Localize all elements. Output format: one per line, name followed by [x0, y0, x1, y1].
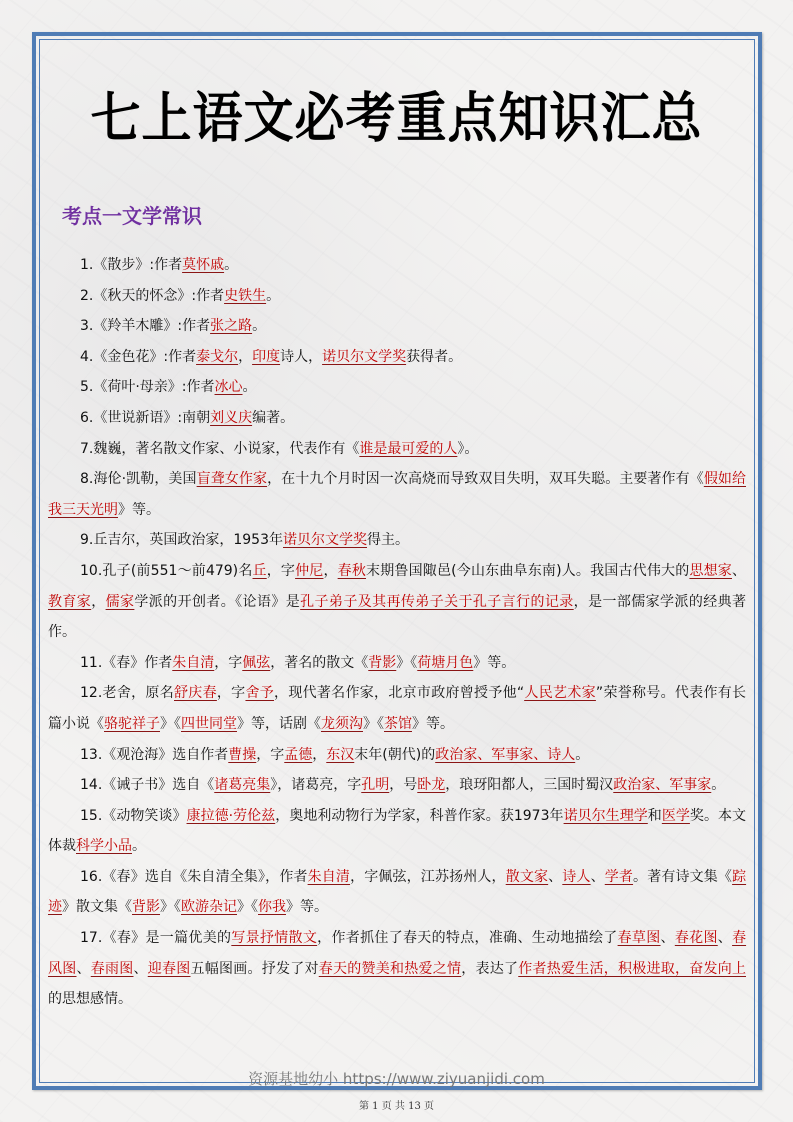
text-segment: 学派的开创者。《论语》是	[134, 593, 301, 610]
text-segment: 3.《羚羊木雕》:作者	[80, 318, 211, 335]
key-term: 诸葛亮集	[214, 777, 271, 794]
key-term: 泰戈尔	[196, 348, 239, 365]
list-item	[48, 801, 746, 862]
text-segment: 、	[717, 930, 733, 947]
key-term: 张之路	[210, 318, 253, 335]
key-term: 荷塘月色	[417, 654, 474, 671]
key-term: 骆驼祥子	[104, 715, 160, 732]
text-segment: ，	[238, 348, 253, 365]
list-item	[48, 648, 746, 679]
list-item	[48, 403, 746, 434]
key-term: 刘义庆	[210, 409, 253, 426]
text-segment: 》《	[160, 899, 181, 916]
text-segment: ，	[312, 746, 327, 763]
text-segment: 15.《动物笑谈》	[80, 807, 187, 824]
key-term: 印度	[252, 348, 281, 365]
key-term: 丘	[252, 562, 267, 579]
key-term: 春花图	[674, 930, 718, 947]
text-segment: ，字	[214, 654, 243, 671]
key-term: 孟德	[284, 746, 313, 763]
key-term: 假如给我三天光明	[48, 471, 747, 518]
text-segment: 16.《春》选自《朱自清全集》，作者	[80, 868, 308, 885]
key-term: 散文家	[505, 868, 549, 885]
text-segment: 。	[224, 257, 239, 273]
text-segment: ，	[323, 562, 338, 579]
text-segment: 》《	[160, 715, 181, 732]
key-term: 舍予	[245, 685, 275, 702]
key-term: 仲尼	[295, 562, 324, 579]
text-segment: 得主。	[367, 532, 409, 549]
text-segment: 4.《金色花》:作者	[80, 348, 197, 365]
text-segment: 、	[76, 960, 91, 977]
page-title: 七上语文必考重点知识汇总	[90, 85, 703, 150]
key-term: 踪迹	[48, 868, 747, 916]
key-term: 莫怀戚	[182, 257, 225, 273]
text-segment: 14.《诫子书》选自《	[80, 777, 215, 794]
list-item	[48, 464, 746, 525]
text-segment: 17.《春》是一篇优美的	[80, 930, 232, 947]
key-term: 曹操	[228, 746, 257, 763]
key-term: 教育家	[48, 593, 92, 610]
key-term: 作者热爱生活，积极进取，奋发向上	[518, 960, 746, 977]
text-segment: 8.海伦·凯勒，美国	[80, 471, 197, 488]
key-term: 科学小品	[76, 838, 132, 855]
key-term: 欧游杂记	[181, 899, 237, 916]
key-term: 春草图	[617, 930, 661, 947]
list-item	[48, 678, 746, 739]
text-segment: 》，诸葛亮，字	[270, 777, 362, 794]
text-segment: 、	[548, 868, 563, 885]
text-segment: 10.孔子(前551～前479)名	[80, 562, 253, 579]
text-segment: 诗人，	[280, 348, 323, 365]
text-segment: ，字佩弦，江苏扬州人，	[350, 868, 506, 885]
text-segment: 。	[132, 838, 146, 855]
key-term: 诺贝尔生理学	[563, 807, 648, 824]
key-term: 谁是最可爱的人	[359, 440, 458, 457]
text-segment: ，号	[389, 777, 418, 794]
key-term: 你我	[258, 899, 286, 916]
text-segment: ，奥地利动物行为学家，科普作家。获1973年	[275, 807, 564, 824]
text-segment: 。	[266, 287, 281, 304]
key-term: 春风图	[48, 930, 747, 977]
text-segment: 》《	[237, 899, 258, 916]
key-term: 诺贝尔文学奖	[322, 348, 407, 365]
text-segment: 》《	[363, 715, 384, 732]
key-term: 春雨图	[90, 960, 134, 977]
key-term: 春天的赞美和热爱之情	[318, 960, 462, 977]
key-term: 康拉德·劳伦兹	[186, 807, 276, 824]
text-segment: 奖。本文体裁	[48, 807, 747, 855]
text-segment: ”荣誉称号。代表作有长篇小说《	[48, 685, 747, 732]
text-segment: 获得者。	[406, 348, 463, 365]
key-term: 诗人	[562, 868, 591, 885]
text-segment: 》《	[396, 654, 418, 671]
key-term: 四世同堂	[181, 715, 237, 732]
key-term: 写景抒情散文	[231, 930, 318, 947]
text-segment: 9.丘吉尔，英国政治家，1953年	[80, 532, 283, 549]
list-item	[48, 434, 746, 465]
key-term: 舒庆春	[174, 685, 217, 702]
list-item	[48, 311, 746, 342]
key-term: 儒家	[105, 593, 135, 610]
list-item	[48, 862, 746, 923]
text-segment: 、	[590, 868, 605, 885]
key-term: 人民艺术家	[524, 685, 596, 702]
text-segment: 5.《荷叶·母亲》:作者	[80, 379, 215, 396]
list-item	[48, 740, 746, 771]
text-segment: 和	[647, 807, 662, 824]
text-segment: 、	[660, 930, 675, 947]
text-segment: ，在十九个月时因一次高烧而导致双目失明，双耳失聪。主要著作有《	[267, 471, 704, 488]
key-term: 卧龙	[417, 777, 446, 794]
knowledge-list	[48, 250, 746, 1015]
text-segment: 》等。	[473, 654, 516, 671]
list-item	[48, 281, 746, 312]
key-term: 迎春图	[147, 960, 191, 977]
list-item	[48, 923, 746, 1015]
key-term: 背影	[132, 899, 160, 916]
key-term: 茶馆	[384, 715, 412, 732]
key-term: 背影	[368, 654, 397, 671]
text-segment: ，著名的散文《	[270, 654, 369, 671]
text-segment: ，表达了	[461, 960, 519, 977]
text-segment: ，字	[216, 685, 246, 702]
text-segment: 。	[711, 777, 726, 794]
key-term: 佩弦	[242, 654, 271, 671]
text-segment: 11.《春》作者	[80, 654, 173, 671]
key-term: 学者	[604, 868, 634, 885]
text-segment: 》等。	[286, 899, 328, 916]
text-segment: ，作者抓住了春天的特点，准确、生动地描绘了	[317, 930, 618, 947]
key-term: 盲聋女作家	[196, 471, 268, 488]
text-segment: 。	[252, 318, 267, 335]
page-number: 第 1 页 共 13 页	[359, 1101, 434, 1112]
text-segment: 》等。	[412, 715, 454, 732]
key-term: 史铁生	[224, 287, 267, 304]
section-heading: 考点一文学常识	[62, 204, 202, 228]
text-segment: ，是一部儒家学派的经典著作。	[48, 593, 747, 641]
text-segment: 末期鲁国陬邑(今山东曲阜东南)人。我国古代伟大的	[366, 562, 690, 579]
text-segment: 、	[732, 562, 746, 579]
key-term: 朱自清	[307, 868, 351, 885]
text-segment: 的思想感情。	[48, 991, 132, 1008]
key-term: 思想家	[689, 562, 732, 579]
key-term: 孔明	[361, 777, 390, 794]
key-term: 春秋	[337, 562, 367, 579]
list-item	[48, 372, 746, 403]
watermark: 资源基地幼小 https://www.ziyuanjidi.com	[248, 1070, 545, 1088]
key-term: 诺贝尔文学奖	[283, 532, 367, 549]
key-term: 政治家、军事家	[613, 777, 712, 794]
list-item	[48, 556, 746, 648]
key-term: 龙须沟	[321, 715, 363, 732]
key-term: 医学	[661, 807, 690, 824]
text-segment: 7.魏巍，著名散文作家、小说家，代表作有《	[80, 440, 360, 457]
text-segment: ，现代著名作家，北京市政府曾授予他“	[274, 685, 525, 702]
text-segment: ，字	[256, 746, 285, 763]
text-segment: 13.《观沧海》选自作者	[80, 746, 229, 763]
text-segment: 五幅图画。抒发了对	[190, 960, 319, 977]
text-segment: 》。	[457, 440, 479, 457]
text-segment: 编著。	[252, 409, 295, 426]
key-term: 孔子弟子及其再传弟子关于孔子言行的记录	[300, 593, 574, 610]
text-segment: 。	[575, 746, 590, 763]
text-segment: 末年(朝代)的	[354, 746, 436, 763]
list-item	[48, 250, 746, 281]
text-segment: 1.《散步》:作者	[80, 257, 183, 273]
key-term: 政治家、军事家、诗人	[435, 746, 576, 763]
text-segment: 》等，话剧《	[237, 715, 321, 732]
list-item	[48, 525, 746, 556]
text-segment: 》等。	[118, 501, 160, 518]
key-term: 东汉	[326, 746, 355, 763]
text-segment: 12.老舍，原名	[80, 685, 174, 702]
text-segment: ，琅玡阳都人，三国时蜀汉	[445, 777, 614, 794]
key-term: 冰心	[214, 379, 243, 396]
text-segment: ，	[91, 593, 106, 610]
text-segment: ，字	[266, 562, 296, 579]
key-term: 朱自清	[172, 654, 215, 671]
text-segment: 、	[133, 960, 148, 977]
text-segment: 2.《秋天的怀念》:作者	[80, 287, 225, 304]
text-segment: 。著有诗文集《	[633, 868, 733, 885]
text-segment: 6.《世说新语》:南朝	[80, 409, 211, 426]
text-segment: 》散文集《	[62, 899, 132, 916]
list-item	[48, 770, 746, 801]
list-item	[48, 342, 746, 373]
text-segment: 。	[242, 379, 257, 396]
